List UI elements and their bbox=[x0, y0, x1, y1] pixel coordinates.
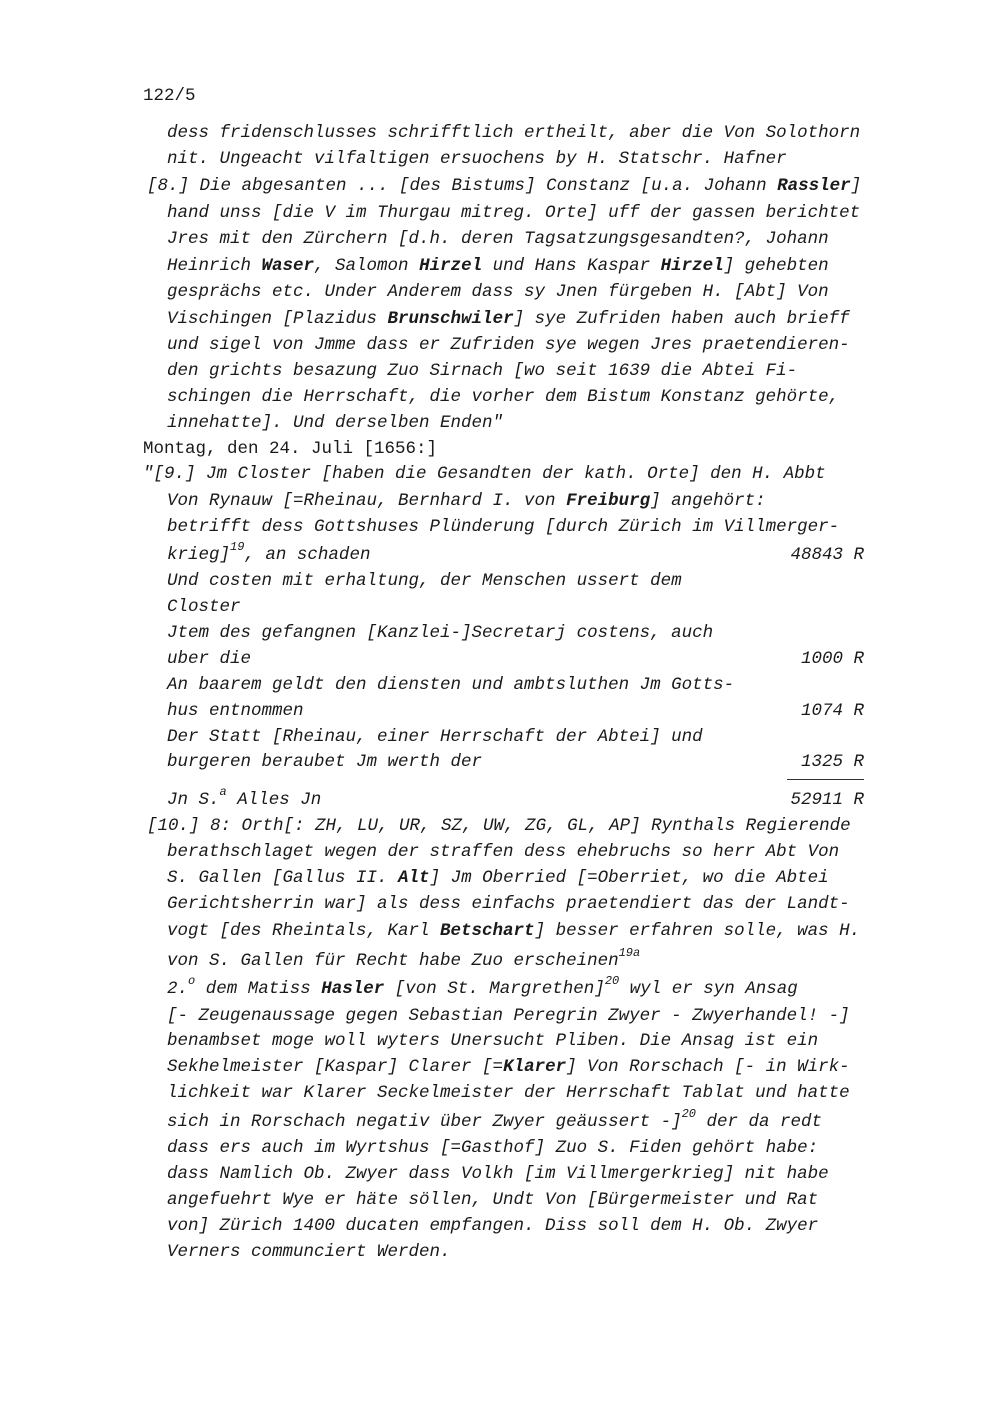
person-name: Hirzel bbox=[660, 256, 724, 276]
text-line: lichkeit war Klarer Seckelmeister der Herrschaft Tablat und hatte bbox=[167, 1083, 850, 1103]
text-line: Jn S.$^a$ Alles Jn bbox=[167, 785, 322, 810]
amount-value: 1325 R bbox=[800, 752, 864, 772]
text-line: und sigel von Jmme dass er Zufriden sye wegen Jres praetendieren- bbox=[167, 335, 850, 355]
text-line: angefuehrt Wye er häte söllen, Undt Von [Bürgermeister und Rat bbox=[167, 1190, 819, 1210]
person-name: Waser bbox=[261, 256, 315, 276]
text-line: Heinrich Waser, Salomon Hirzel und Hans Kaspar Hirzel] gehebten bbox=[167, 256, 829, 276]
sum-rule bbox=[787, 779, 864, 780]
text-line: Verners communciert Werden. bbox=[167, 1242, 451, 1262]
person-name: Alt bbox=[398, 868, 430, 888]
text-line: gesprächs etc. Under Anderem dass sy Jnen fürgeben H. [Abt] Von bbox=[167, 282, 829, 302]
text-line: dass ers auch im Wyrtshus [=Gasthof] Zuo S. Fiden gehört habe: bbox=[167, 1138, 819, 1158]
text-line: 2.$^o$ dem Matiss Hasler [von St. Margrethen]$^{20}$ wyl er syn Ansag bbox=[167, 974, 798, 999]
text-line: Sekhelmeister [Kaspar] Clarer [=Klarer] Von Rorschach [- in Wirk- bbox=[167, 1057, 850, 1077]
text-line: vogt [des Rheintals, Karl Betschart] besser erfahren solle, was H. bbox=[167, 921, 861, 941]
text-line: von S. Gallen für Recht habe Zuo erscheinen$^{19a}$ bbox=[167, 946, 641, 971]
text-line: von] Zürich 1400 ducaten empfangen. Diss soll dem H. Ob. Zwyer bbox=[167, 1216, 819, 1236]
text-line: An baarem geldt den diensten und ambtsluthen Jm Gotts- bbox=[167, 675, 735, 695]
text-line: [8.] Die abgesanten ... [des Bistums] Constanz [u.a. Johann Rassler] bbox=[147, 176, 862, 196]
person-name: Rassler bbox=[777, 176, 851, 196]
superscript: a bbox=[219, 785, 227, 800]
text-line: Jres mit den Zürchern [d.h. deren Tagsatzungsgesandten?, Johann bbox=[167, 229, 829, 249]
text-line: hus entnommen bbox=[167, 701, 304, 721]
person-name: Klarer bbox=[503, 1057, 567, 1077]
text-line: [- Zeugenaussage gegen Sebastian Peregrin Zwyer - Zwyerhandel! -] bbox=[167, 1006, 850, 1026]
text-line: Gerichtsherrin war] als dess einfachs praetendiert das der Landt- bbox=[167, 894, 850, 914]
text-line: S. Gallen [Gallus II. Alt] Jm Oberried [=Oberriet, wo die Abtei bbox=[167, 868, 829, 888]
text-line: Vischingen [Plazidus Brunschwiler] sye Zufriden haben auch brieff bbox=[167, 309, 850, 329]
text-line: berathschlaget wegen der straffen dess ehebruchs so herr Abt Von bbox=[167, 842, 840, 862]
text-line: sich in Rorschach negativ über Zwyer geäussert -]$^{20}$ der da redt bbox=[167, 1107, 823, 1132]
text-line: schingen die Herrschaft, die vorher dem Bistum Konstanz gehörte, bbox=[167, 387, 840, 407]
amount-value: 48843 R bbox=[790, 545, 864, 565]
text-line: benambset moge woll wyters Unersucht Pliben. Die Ansag ist ein bbox=[167, 1031, 819, 1051]
text-line: betrifft dess Gottshuses Plünderung [durch Zürich im Villmerger- bbox=[167, 517, 840, 537]
text-line: hand unss [die V im Thurgau mitreg. Orte] uff der gassen berichtet bbox=[167, 203, 861, 223]
text-line: Closter bbox=[167, 597, 241, 617]
text-line: krieg]$^{19}$, an schaden bbox=[167, 540, 371, 565]
footnote-ref: 20 bbox=[604, 974, 620, 989]
text-line: den grichts besazung Zuo Sirnach [wo seit 1639 die Abtei Fi- bbox=[167, 361, 798, 381]
footnote-ref: 19a bbox=[618, 946, 641, 961]
person-name: Hasler bbox=[321, 979, 385, 999]
person-name: Brunschwiler bbox=[387, 309, 514, 329]
text-line: innehatte]. Und derselben Enden" bbox=[167, 413, 504, 433]
amount-total: 52911 R bbox=[790, 790, 864, 810]
text-line: dass Namlich Ob. Zwyer dass Volkh [im Villmergerkrieg] nit habe bbox=[167, 1164, 829, 1184]
text-line: nit. Ungeacht vilfaltigen ersuochens by H. Statschr. Hafner bbox=[167, 149, 787, 169]
text-line: Jtem des gefangnen [Kanzlei-]Secretarj costens, auch bbox=[167, 623, 714, 643]
page-number: 122/5 bbox=[143, 86, 196, 106]
person-name: Freiburg bbox=[566, 491, 651, 511]
amount-value: 1074 R bbox=[800, 701, 864, 721]
text-line: Von Rynauw [=Rheinau, Bernhard I. von Freiburg] angehört: bbox=[167, 491, 766, 511]
text-line: dess fridenschlusses schrifftlich ertheilt, aber die Von Solothorn bbox=[167, 123, 861, 143]
person-name: Betschart bbox=[440, 921, 535, 941]
text-line: uber die bbox=[167, 649, 252, 669]
amount-value: 1000 R bbox=[800, 649, 864, 669]
date-heading: Montag, den 24. Juli [1656:] bbox=[143, 439, 438, 459]
person-name: Hirzel bbox=[419, 256, 483, 276]
text-line: Und costen mit erhaltung, der Menschen ussert dem bbox=[167, 571, 682, 591]
text-line: [10.] 8: Orth[: ZH, LU, UR, SZ, UW, ZG, GL, AP] Rynthals Regierende bbox=[147, 816, 851, 836]
text-line: Der Statt [Rheinau, einer Herrschaft der Abtei] und bbox=[167, 727, 703, 747]
footnote-ref: 19 bbox=[230, 540, 245, 555]
superscript: o bbox=[188, 974, 196, 989]
footnote-ref: 20 bbox=[681, 1107, 696, 1122]
text-line: burgeren beraubet Jm werth der bbox=[167, 752, 483, 772]
text-line: "[9.] Jm Closter [haben die Gesandten der kath. Orte] den H. Abbt bbox=[143, 464, 826, 484]
